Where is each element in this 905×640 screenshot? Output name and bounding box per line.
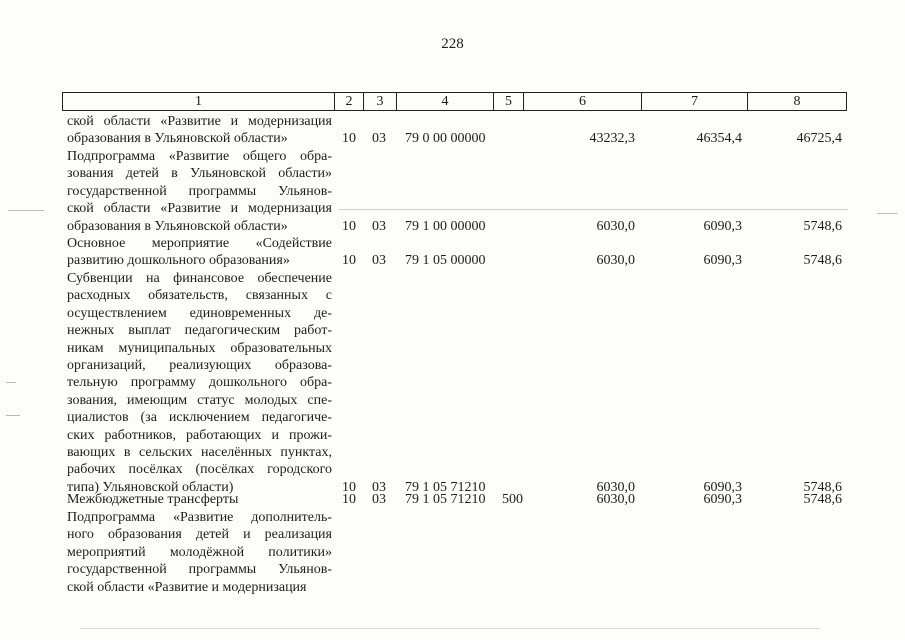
description-line: Межбюджетные трансферты <box>67 492 239 507</box>
description-line: циалистов (за исключением педагогиче- <box>67 410 332 426</box>
cell-c2: 10 <box>342 479 356 495</box>
description-line: зования, имеющим статус молодых спе- <box>67 392 332 408</box>
cell-c3: 03 <box>372 218 386 234</box>
header-col-7: 7 <box>642 93 748 110</box>
scan-artifact <box>338 209 848 210</box>
description-line: развитию дошкольного образования» <box>67 253 290 269</box>
cell-c7: 46354,4 <box>696 131 742 147</box>
description-line: ного образования детей и реализация <box>67 527 332 543</box>
cell-c6: 6030,0 <box>596 492 635 507</box>
description-line: ской области «Развитие и модернизация <box>67 201 332 217</box>
description-line: нежных выплат педагогическим работ- <box>67 323 332 339</box>
description-line: ских работников, работающих и прожи- <box>67 427 332 443</box>
cell-c5: 500 <box>502 492 523 507</box>
description-line: Субвенции на финансовое обеспечение <box>67 271 332 286</box>
cell-c3: 03 <box>372 479 386 495</box>
description-line: тельную программу дошкольного обра- <box>67 375 332 391</box>
cell-c7: 6090,3 <box>703 492 742 507</box>
header-col-3: 3 <box>364 93 397 110</box>
cell-c4: 79 1 05 71210 <box>405 492 486 507</box>
page-number: 228 <box>441 36 464 52</box>
cell-c6: 6030,0 <box>596 218 635 234</box>
header-col-2: 2 <box>335 93 364 110</box>
cell-c6: 6030,0 <box>596 479 635 495</box>
description-line: Основное мероприятие «Содействие <box>67 236 332 251</box>
description-line: образования в Ульяновской области» <box>67 218 288 234</box>
row-description <box>67 148 332 235</box>
cell-c8: 5748,6 <box>803 492 842 507</box>
header-col-8: 8 <box>793 94 801 109</box>
description-line: ской области «Развитие и модернизация <box>67 114 332 129</box>
cell-c6: 6030,0 <box>596 253 635 269</box>
cell-c4: 79 1 05 00000 <box>405 253 486 269</box>
description-line: типа) Ульяновской области) <box>67 479 234 495</box>
description-line: зования детей в Ульяновской области» <box>67 166 332 182</box>
header-col-5: 5 <box>494 93 524 110</box>
cell-c7: 6090,3 <box>703 218 742 234</box>
cell-c8: 5748,6 <box>803 218 842 234</box>
row-description <box>67 270 332 496</box>
cell-c6: 43232,3 <box>589 131 635 147</box>
description-line: образования в Ульяновской области» <box>67 131 288 147</box>
cell-c7: 6090,3 <box>703 479 742 495</box>
description-line: никам муниципальных образовательных <box>67 340 332 356</box>
cell-c8: 5748,6 <box>803 479 842 495</box>
cell-c3: 03 <box>372 131 386 147</box>
description-line: Подпрограмма «Развитие дополнитель- <box>67 510 332 525</box>
description-line: расходных обязательств, связанных с <box>67 288 332 304</box>
scan-artifact <box>8 210 44 211</box>
scan-artifact <box>80 628 820 629</box>
table-header <box>62 92 847 111</box>
cell-c2: 10 <box>342 253 356 269</box>
cell-c8: 5748,6 <box>803 253 842 269</box>
row-description <box>67 113 332 148</box>
cell-c8: 46725,4 <box>796 131 842 147</box>
cell-c4: 79 1 00 00000 <box>405 218 486 234</box>
description-line: ской области «Развитие и модернизация <box>67 579 307 595</box>
cell-c3: 03 <box>372 492 386 507</box>
description-line: организаций, реализующих образова- <box>67 357 332 373</box>
description-line: государственной программы Ульянов- <box>67 183 332 199</box>
scan-artifact <box>6 382 16 383</box>
cell-c4: 79 0 00 00000 <box>405 131 486 147</box>
description-line: рабочих посёлках (посёлках городского <box>67 462 332 478</box>
header-col-1: 1 <box>63 93 335 110</box>
scan-artifact <box>877 213 897 214</box>
header-col-6: 6 <box>524 93 642 110</box>
cell-c4: 79 1 05 71210 <box>405 479 486 495</box>
cell-c2: 10 <box>342 131 356 147</box>
description-line: Подпрограмма «Развитие общего обра- <box>67 149 332 164</box>
cell-c2: 10 <box>342 218 356 234</box>
description-line: государственной программы Ульянов- <box>67 562 332 578</box>
row-description <box>67 509 332 596</box>
scan-artifact <box>6 415 20 416</box>
header-col-4: 4 <box>397 93 494 110</box>
row-description <box>67 491 332 508</box>
description-line: осуществлением единовременных де- <box>67 305 332 321</box>
description-line: мероприятий молодёжной политики» <box>67 544 332 560</box>
cell-c3: 03 <box>372 253 386 269</box>
description-line: вающих в сельских населённых пунктах, <box>67 444 332 460</box>
cell-c2: 10 <box>342 492 356 507</box>
cell-c7: 6090,3 <box>703 253 742 269</box>
row-description <box>67 235 332 270</box>
